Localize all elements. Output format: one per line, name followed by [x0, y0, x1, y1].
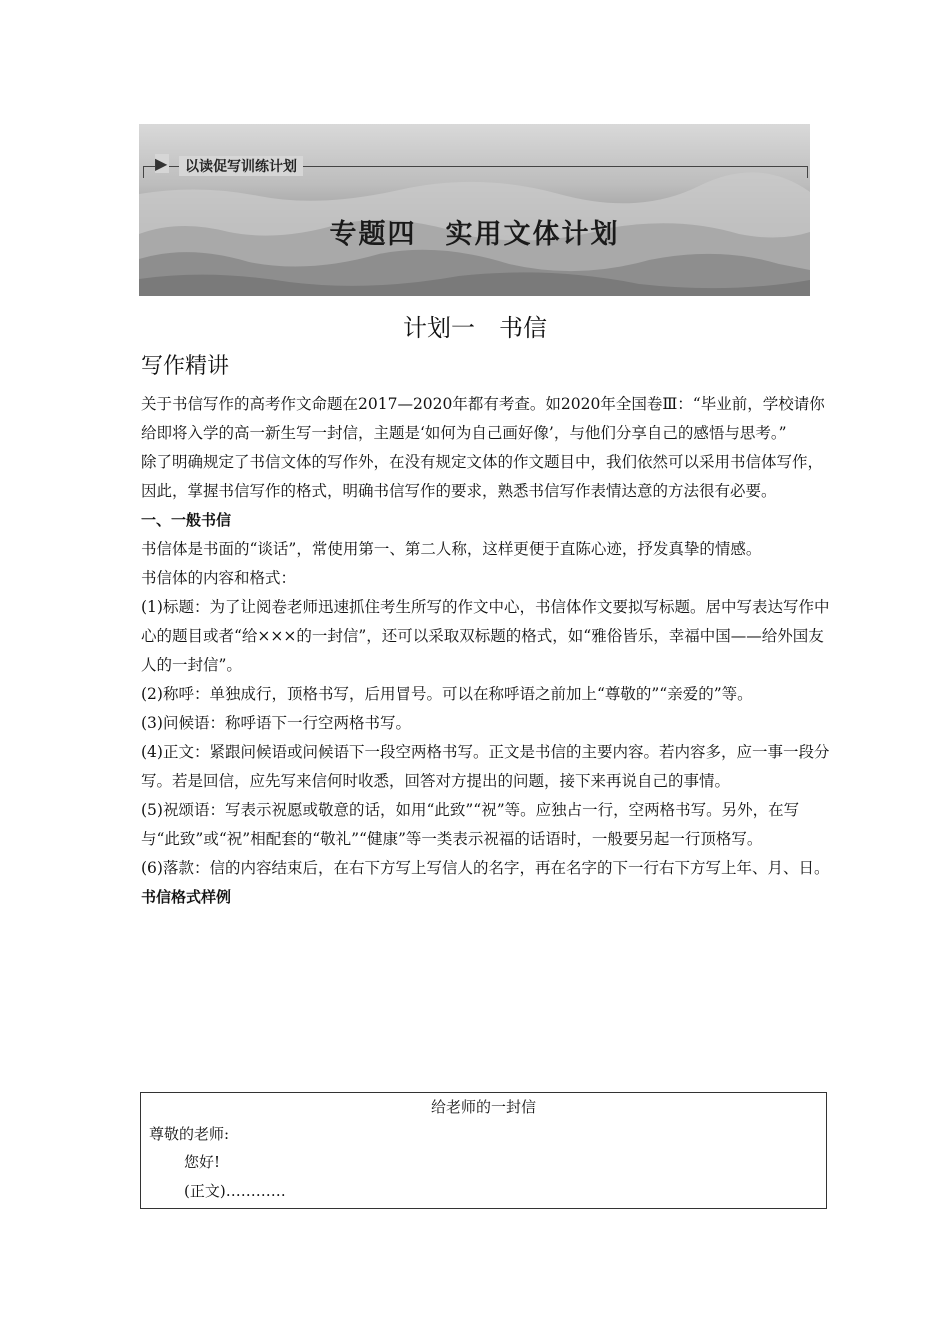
banner-rule-left — [143, 166, 144, 178]
paragraph-title-rule: (1)标题：为了让阅卷老师迅速抓住考生所写的作文中心，书信体作文要拟写标题。居中写表达写作中心的题目或者“给×××的一封信”，还可以采取双标题的格式，如“雅俗皆乐，幸福中国——给外国友人的一封信”。 — [141, 598, 830, 674]
topic-title: 专题四 实用文体计划 — [329, 219, 620, 250]
subheading-general-letter: 一、一般书信 — [141, 511, 232, 529]
banner-rule-right — [807, 166, 808, 178]
paragraph-signature-rule: (6)落款：信的内容结束后，在右下方写上写信人的名字，再在名字的下一行右下方写上年、月、日。 — [141, 859, 830, 877]
article-body — [141, 390, 831, 912]
sample-salutation: 尊敬的老师: — [149, 1125, 230, 1143]
paragraph-salutation-rule: (2)称呼：单独成行，顶格书写，后用冒号。可以在称呼语之前加上“尊敬的”“亲爱的”等。 — [141, 685, 753, 703]
sample-body: (正文)………… — [184, 1182, 286, 1200]
sample-title: 给老师的一封信 — [430, 1098, 536, 1116]
header-banner — [139, 124, 810, 296]
plan-title: 计划一 书信 — [403, 314, 547, 342]
mountain-landscape-image — [139, 124, 810, 296]
sample-greeting: 您好! — [184, 1153, 221, 1171]
letter-sample-box — [140, 1092, 827, 1209]
paragraph-importance: 除了明确规定了书信文体的写作外，在没有规定文体的作文题目中，我们依然可以采用书信体写作，因此，掌握书信写作的格式，明确书信写作的要求，熟悉书信写作表情达意的方法很有必要。 — [141, 453, 824, 500]
play-arrow-icon: ▶ — [155, 154, 168, 173]
subheading-sample: 书信格式样例 — [141, 888, 232, 906]
paragraph-intro: 关于书信写作的高考作文命题在2017—2020年都有考查。如2020年全国卷Ⅲ：“毕业前，学校请你给即将入学的高一新生写一封信，主题是‘如何为自己画好像’，与他们分享自己的感悟与思考。” — [141, 395, 825, 442]
series-label: 以读促写训练计划 — [179, 156, 303, 176]
paragraph-closing-rule: (5)祝颂语：写表示祝愿或敬意的话，如用“此致”“祝”等。应独占一行，空两格书写。另外，在写与“此致”或“祝”相配套的“敬礼”“健康”等一类表示祝福的话语时，一般要另起一行顶格写。 — [141, 801, 800, 848]
paragraph-letter-nature: 书信体是书面的“谈话”，常使用第一、第二人称，这样更便于直陈心迹，抒发真挚的情感。 — [141, 540, 762, 558]
paragraph-greeting-rule: (3)问候语：称呼语下一行空两格书写。 — [141, 714, 411, 732]
section-title: 写作精讲 — [141, 354, 230, 379]
paragraph-body-rule: (4)正文：紧跟问候语或问候语下一段空两格书写。正文是书信的主要内容。若内容多，应一事一段分写。若是回信，应先写来信何时收悉，回答对方提出的问题，接下来再说自己的事情。 — [141, 743, 830, 790]
paragraph-format-intro: 书信体的内容和格式： — [141, 569, 297, 587]
